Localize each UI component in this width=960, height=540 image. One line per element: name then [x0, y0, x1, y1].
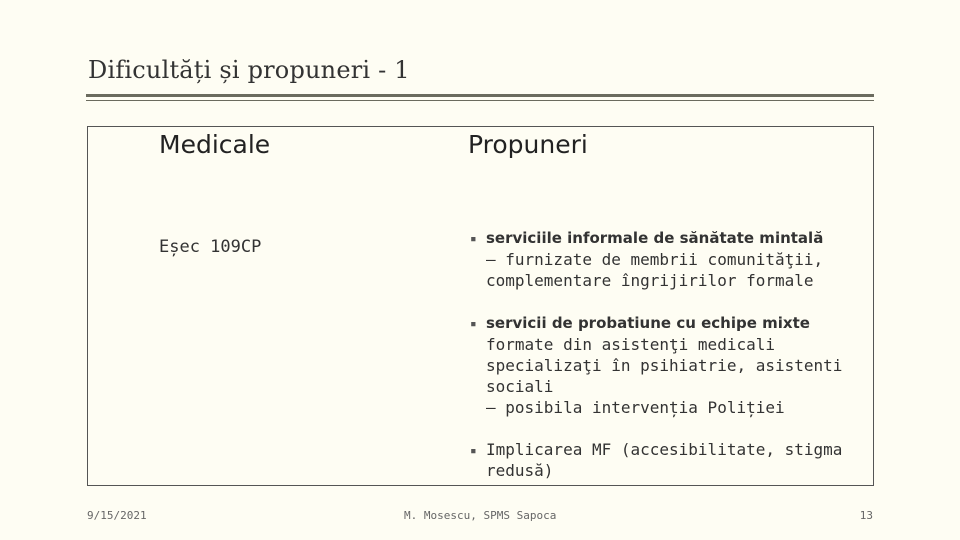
list-item: [470, 312, 870, 418]
bullet-text: [486, 439, 870, 481]
square-bullet-icon: ▪: [470, 232, 477, 245]
square-bullet-icon: ▪: [470, 444, 477, 457]
title-rule-thin: [86, 100, 874, 101]
proposals-list: [470, 227, 870, 502]
left-column-heading: Medicale: [159, 130, 271, 159]
bullet-rest: – furnizate de membrii comunităţii, complementare îngrijirilor formale: [486, 250, 824, 290]
footer-author: M. Mosescu, SPMS Sapoca: [404, 509, 557, 522]
title-rule-thick: [86, 94, 874, 97]
left-panel: [87, 126, 469, 486]
list-item: [470, 439, 870, 481]
footer-page-number: 13: [859, 509, 873, 522]
bullet-rest: Implicarea MF (accesibilitate, stigma redusă): [486, 440, 843, 480]
bullet-text: [486, 227, 870, 291]
slide-title: Dificultăți și propuneri - 1: [88, 56, 410, 84]
list-item: [470, 227, 870, 291]
square-bullet-icon: ▪: [470, 317, 477, 330]
bullet-text: [486, 312, 870, 418]
right-column-heading: Propuneri: [468, 130, 588, 159]
footer-date: 9/15/2021: [87, 509, 147, 522]
bullet-lead: servicii de probatiune cu echipe mixte: [486, 314, 810, 332]
bullet-lead: serviciile informale de sănătate mintală: [486, 229, 824, 247]
bullet-rest: formate din asistenţi medicali specializaţi în psihiatrie, asistenti sociali – posibila intervenția Poliției: [486, 335, 843, 417]
left-column-item: Eșec 109CP: [159, 237, 262, 257]
